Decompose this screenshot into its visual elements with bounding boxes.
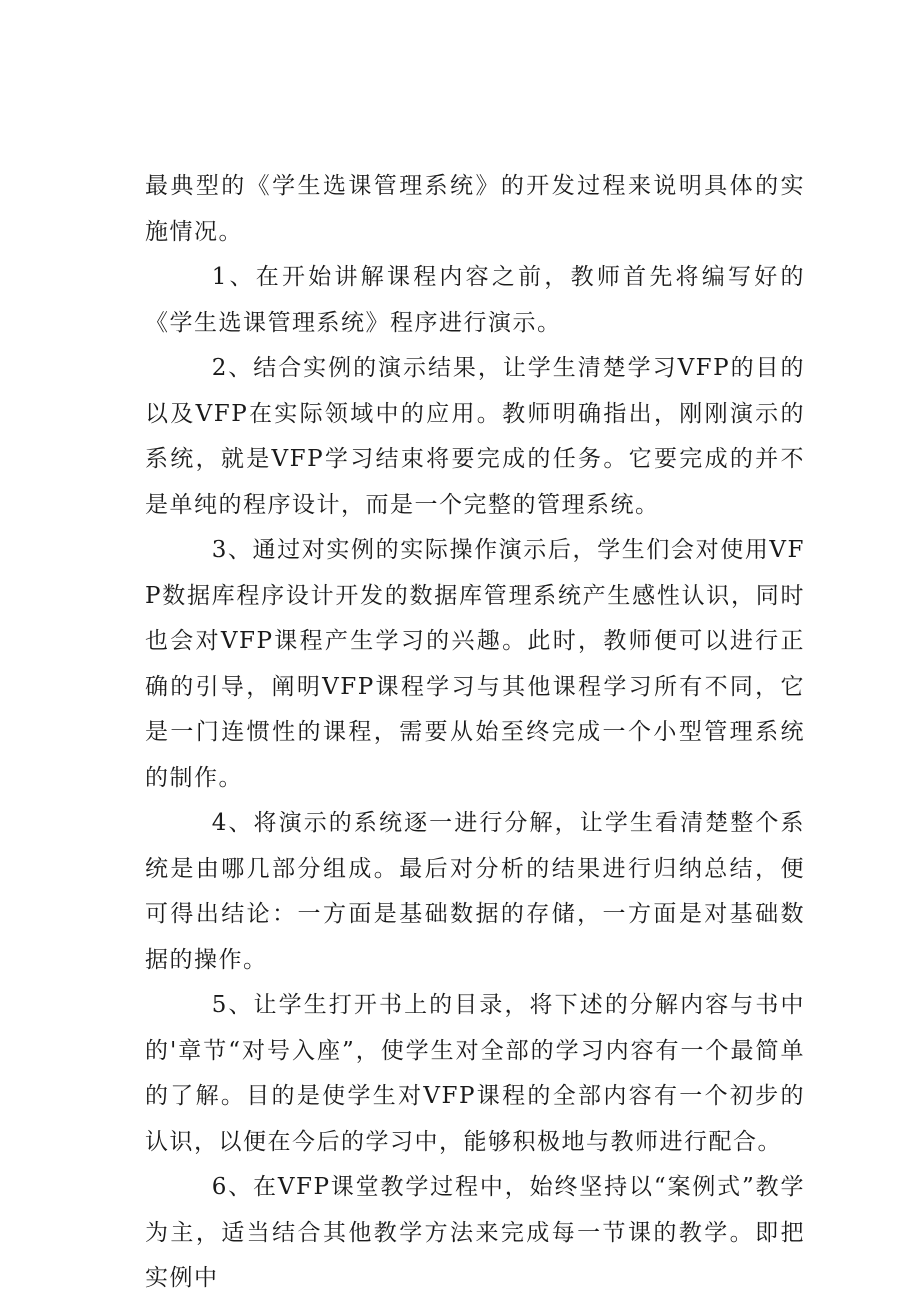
paragraph-step-2: 2、结合实例的演示结果，让学生清楚学习VFP的目的以及VFP在实际领域中的应用。教师明确指出，刚刚演示的系统，就是VFP学习结束将要完成的任务。它要完成的并不是单纯的程序设计，而是一个完整的管理系统。	[145, 355, 805, 518]
paragraph-step-5: 5、让学生打开书上的目录，将下述的分解内容与书中的'章节“对号入座”，使学生对全部的学习内容有一个最简单的了解。目的是使学生对VFP课程的全部内容有一个初步的认识，以便在今后的学习中，能够积极地与教师进行配合。	[145, 992, 805, 1155]
paragraph-continuation: 最典型的《学生选课管理系统》的开发过程来说明具体的实施情况。	[145, 173, 805, 245]
paragraph-step-1: 1、在开始讲解课程内容之前，教师首先将编写好的《学生选课管理系统》程序进行演示。	[145, 264, 805, 336]
document-body	[145, 164, 805, 1302]
paragraph-step-3: 3、通过对实例的实际操作演示后，学生们会对使用VFP数据库程序设计开发的数据库管理系统产生感性认识，同时也会对VFP课程产生学习的兴趣。此时，教师便可以进行正确的引导，阐明VFP课程学习与其他课程学习所有不同，它是一门连惯性的课程，需要从始至终完成一个小型管理系统的制作。	[145, 537, 805, 791]
paragraph-step-4: 4、将演示的系统逐一进行分解，让学生看清楚整个系统是由哪几部分组成。最后对分析的结果进行归纳总结，便可得出结论：一方面是基础数据的存储，一方面是对基础数据的操作。	[145, 810, 805, 973]
paragraph-step-6: 6、在VFP课堂教学过程中，始终坚持以“案例式”教学为主，适当结合其他教学方法来完成每一节课的教学。即把实例中	[145, 1174, 805, 1291]
